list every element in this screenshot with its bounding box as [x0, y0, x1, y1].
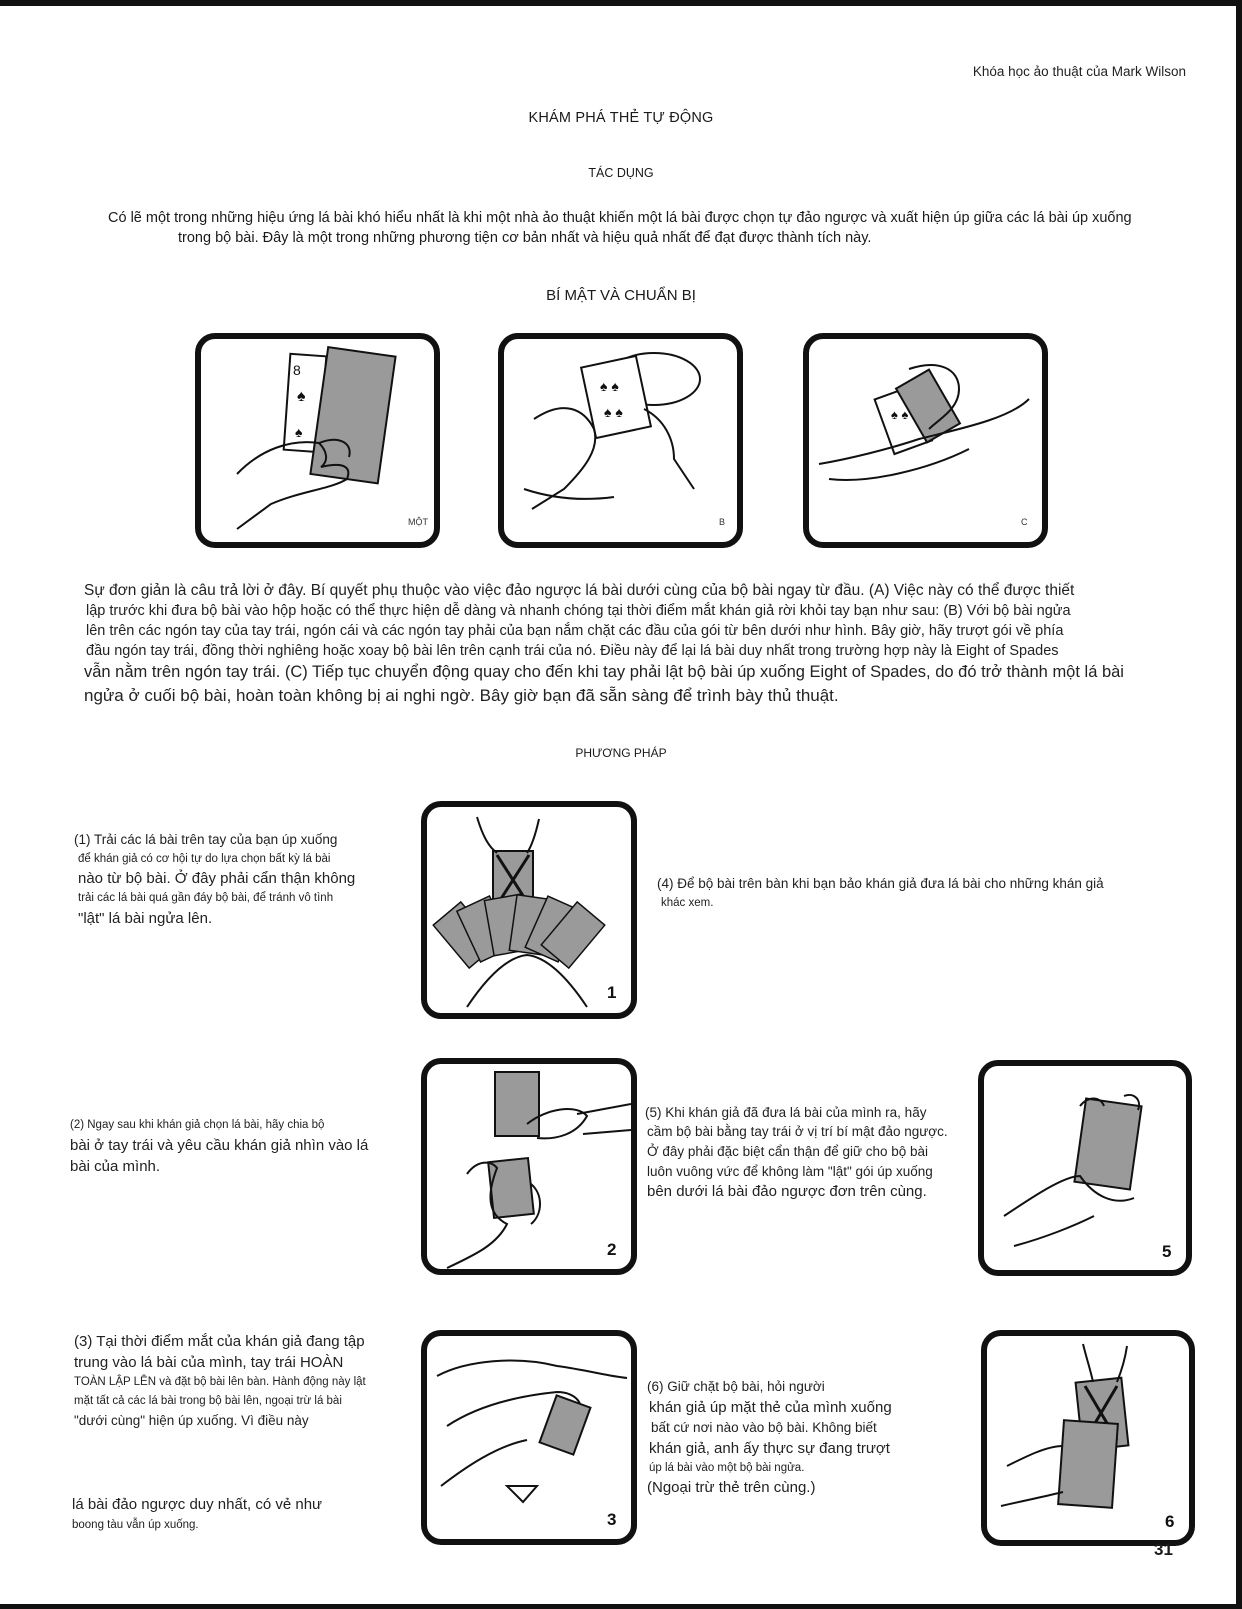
caption-line: (1) Trải các lá bài trên tay của bạn úp xuống [74, 832, 338, 847]
figure-number: 6 [1165, 1512, 1175, 1531]
step-2-caption [70, 1116, 400, 1177]
caption-line: (2) Ngay sau khi khán giả chọn lá bài, hãy chia bộ [70, 1119, 325, 1131]
secret-paragraph [84, 580, 1184, 707]
secret-line: ngửa ở cuối bộ bài, hoàn toàn không bị ai nghi ngờ. Bây giờ bạn đã sẵn sàng để trình bày thủ thuật. [84, 686, 839, 705]
effect-line: trong bộ bài. Đây là một trong những phương tiện cơ bản nhất và hiệu quả nhất để đạt được thành tích này. [178, 230, 872, 246]
caption-line: trải các lá bài quá gần đáy bộ bài, để tránh vô tình [78, 892, 334, 904]
figure-c [803, 333, 1048, 548]
card-inserted-into-deck-illustration [987, 1336, 1189, 1540]
figure-2 [421, 1058, 637, 1275]
secret-line: vẫn nằm trên ngón tay trái. (C) Tiếp tục chuyển động quay cho đến khi tay phải lật bộ bài úp xuống Eight of Spades, do đó trở thành một lá bài [84, 663, 1124, 681]
caption-line: lá bài đảo ngược duy nhất, có vẻ như [72, 1496, 323, 1513]
caption-line: nào từ bộ bài. Ở đây phải cẩn thận không [78, 870, 356, 887]
caption-line: (4) Để bộ bài trên bàn khi bạn bảo khán giả đưa lá bài cho những khán giả [657, 876, 1104, 891]
caption-line: úp lá bài vào một bộ bài ngửa. [649, 1462, 805, 1474]
caption-line: "dưới cùng" hiện úp xuống. Vì điều này [74, 1413, 309, 1428]
hand-holding-cards-illustration [201, 339, 434, 542]
secret-line: Sự đơn giản là câu trả lời ở đây. Bí quyết phụ thuộc vào việc đảo ngược lá bài dưới cùng của bộ bài ngay từ đầu. (A) Việc này có thể được thiết [84, 582, 1075, 599]
effect-line: Có lẽ một trong những hiệu ứng lá bài khó hiểu nhất là khi một nhà ảo thuật khiến một lá bài được chọn tự đảo ngược và xuất hiện úp giữa các lá bài úp xuống [108, 210, 1132, 226]
caption-line: khán giả úp mặt thẻ của mình xuống [649, 1399, 892, 1416]
caption-line: bất cứ nơi nào vào bộ bài. Không biết [651, 1420, 877, 1435]
caption-line: (5) Khi khán giả đã đưa lá bài của mình ra, hãy [645, 1105, 927, 1120]
svg-text:♠ ♠: ♠ ♠ [891, 407, 909, 422]
caption-line: TOÀN LẬP LÊN và đặt bộ bài lên bàn. Hành động này lật [74, 1376, 366, 1388]
spectator-looking-at-card-illustration [427, 1064, 631, 1269]
figure-a [195, 333, 440, 548]
caption-line: mặt tất cả các lá bài trong bộ bài lên, ngoại trừ lá bài [74, 1395, 342, 1407]
svg-text:♠ ♠: ♠ ♠ [604, 404, 623, 420]
figure-number: 5 [1162, 1242, 1172, 1261]
fanned-deck-selection-illustration [427, 807, 631, 1013]
step-1-caption [74, 830, 394, 930]
figure-number: 2 [607, 1240, 617, 1259]
caption-line: để khán giả có cơ hội tự do lựa chọn bất kỳ lá bài [78, 853, 331, 865]
step-5-caption [645, 1103, 975, 1203]
scan-edge-right [1236, 0, 1242, 1609]
caption-line: khác xem. [661, 897, 714, 909]
figure-number: 1 [607, 983, 617, 1002]
figure-6 [981, 1330, 1195, 1546]
caption-line: luôn vuông vức để không làm "lật" gói úp xuống [647, 1164, 933, 1179]
page-title: KHÁM PHÁ THẺ TỰ ĐỘNG [528, 110, 714, 126]
effect-paragraph [108, 208, 1168, 248]
secret-line: lên trên các ngón tay của tay trái, ngón cái và các ngón tay phải của bạn nắm chặt các đầu của gói từ bên dưới như hình. Bây giờ, hãy trượt gói về phía [86, 623, 1064, 639]
step-4-caption [657, 874, 1197, 912]
hand-turning-deck-over-illustration [809, 339, 1042, 542]
figure-label: C [1021, 517, 1028, 527]
caption-line: boong tàu vẫn úp xuống. [72, 1519, 199, 1531]
caption-line: (Ngoại trừ thẻ trên cùng.) [647, 1479, 816, 1496]
hands-tilting-deck-illustration [504, 339, 737, 542]
caption-line: cầm bộ bài bằng tay trái ở vị trí bí mật đảo ngược. [647, 1124, 948, 1139]
caption-line: (3) Tại thời điểm mắt của khán giả đang tập [74, 1333, 365, 1350]
scan-edge-top [0, 0, 1242, 6]
caption-line: khán giả, anh ấy thực sự đang trượt [649, 1440, 890, 1457]
svg-text:8: 8 [293, 362, 301, 378]
svg-text:♠: ♠ [297, 388, 306, 405]
caption-line: Ở đây phải đặc biệt cẩn thận để giữ cho bộ bài [647, 1144, 929, 1159]
figure-label: B [719, 517, 726, 527]
step-6-caption [647, 1377, 977, 1498]
scan-edge-bottom [0, 1604, 1242, 1609]
figure-1 [421, 801, 637, 1019]
caption-line: bài của mình. [70, 1158, 161, 1175]
figure-5 [978, 1060, 1192, 1276]
caption-line: bên dưới lá bài đảo ngược đơn trên cùng. [647, 1183, 927, 1200]
caption-line: (6) Giữ chặt bộ bài, hỏi người [647, 1379, 825, 1394]
caption-line: bài ở tay trái và yêu cầu khán giả nhìn vào lá [70, 1137, 369, 1154]
figure-b [498, 333, 743, 548]
svg-text:♠: ♠ [295, 424, 303, 440]
caption-line: trung vào lá bài của mình, tay trái HOÀN [74, 1354, 344, 1371]
figure-3 [421, 1330, 637, 1545]
left-hand-flipping-deck-illustration [427, 1336, 631, 1539]
secret-line: đầu ngón tay trái, đồng thời nghiêng hoặc xoay bộ bài lên trên cạnh trái của nó. Điều này để lại lá bài duy nhất trong trường hợp này là Eight of Spades [86, 643, 1059, 659]
method-heading: PHƯƠNG PHÁP [575, 746, 667, 760]
caption-line: "lật" lá bài ngửa lên. [78, 910, 213, 927]
page-number: 31 [1154, 1540, 1173, 1559]
step-3-caption [74, 1331, 404, 1431]
effect-heading: TÁC DỤNG [588, 166, 654, 180]
secret-line: lập trước khi đưa bộ bài vào hộp hoặc có thể thực hiện dễ dàng và nhanh chóng tại thời điểm mắt khán giả rời khỏi tay bạn như sau: (B) Với bộ bài ngửa [86, 603, 1071, 619]
svg-text:♠ ♠: ♠ ♠ [600, 378, 619, 394]
left-hand-holding-reversed-deck-illustration [984, 1066, 1186, 1270]
secret-heading: BÍ MẬT VÀ CHUẨN BỊ [546, 287, 696, 304]
step-3-caption-end [72, 1494, 402, 1534]
figure-number: 3 [607, 1510, 617, 1529]
running-header: Khóa học ảo thuật của Mark Wilson [972, 64, 1186, 79]
figure-label: MỘT [408, 517, 428, 527]
